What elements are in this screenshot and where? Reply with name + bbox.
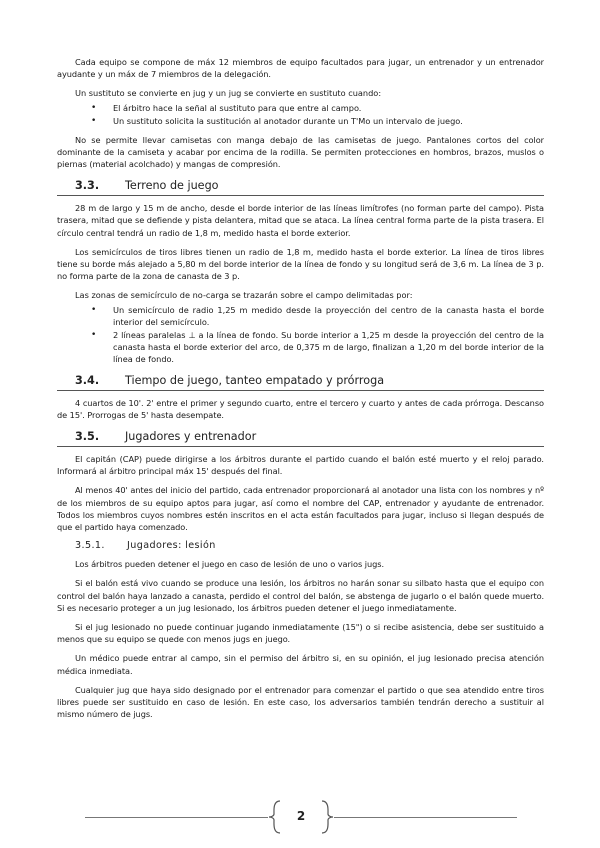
injury-paragraph-3: Si el jug lesionado no puede continuar jugando inmediatamente (15") o si recibe asistencia, debe ser sustituido a menos que su equipo se quede con menos jugs en juego. <box>57 622 544 645</box>
subsection-heading-3-5-1 <box>57 540 544 551</box>
page-number: 2 <box>296 809 306 823</box>
list-item: • 2 líneas paralelas ⊥ a la línea de fondo. Su borde interior a 1,25 m desde la proyección del centro de la canasta hasta el borde exterior del arco, de 0,375 m de largo, finalizan a 1,20 m del borde interior de la línea de fondo. <box>87 329 544 365</box>
section-number: 3.5. <box>75 430 100 444</box>
page-footer <box>85 800 517 830</box>
section-title: Jugadores y entrenador <box>125 430 257 444</box>
section-title: Terreno de juego <box>125 179 219 193</box>
subsection-title: Jugadores: lesión <box>127 540 216 552</box>
list-item: • Un sustituto solicita la sustitución al anotador durante un T'Mo un intervalo de juego. <box>87 115 544 127</box>
list-item: • Un semicírculo de radio 1,25 m medido desde la proyección del centro de la canasta hasta el borde interior del semicírculo. <box>87 304 544 328</box>
section-heading-3-4 <box>57 372 544 391</box>
no-charge-bullet-list <box>87 304 544 365</box>
time-paragraph: 4 cuartos de 10'. 2' entre el primer y segundo cuarto, entre el tercero y cuarto y antes de cada prórroga. Descanso de 15'. Prorrogas de 5' hasta desempate. <box>57 397 544 420</box>
section-number: 3.3. <box>75 179 100 193</box>
intro-paragraph-uniform: No se permite llevar camisetas con manga debajo de las camisetas de juego. Pantalones cortos del color dominante de la camiseta y acabar por encima de la rodilla. Se permiten protecciones en hombros, brazos, muslos o piernas (material acolchado) y mangas de compresión. <box>57 134 544 170</box>
page-content <box>57 56 544 728</box>
injury-paragraph-4: Un médico puede entrar al campo, sin el permiso del árbitro si, en su opinión, el jug lesionado precisa atención médica inmediata. <box>57 653 544 676</box>
court-paragraph-no-charge-lead: Las zonas de semicírculo de no-carga se trazarán sobre el campo delimitadas por: <box>75 290 413 301</box>
section-heading-3-3 <box>57 177 544 196</box>
intro-paragraph-substitute-lead: Un sustituto se convierte en jug y un jug se convierte en sustituto cuando: <box>75 88 382 99</box>
injury-paragraph-5: Cualquier jug que haya sido designado por el entrenador para comenzar el partido o que sea atendido entre tiros libres puede ser sustituido en caso de lesión. En este caso, los adversarios también tendrán derecho a sustituir al mismo número de jugs. <box>57 684 544 720</box>
court-paragraph-dimensions: 28 m de largo y 15 m de ancho, desde el borde interior de las líneas limítrofes (no forman parte del campo). Pista trasera, mitad que se defiende y pista delantera, mitad que se ataca. La línea central forma parte de la pista trasera. El círculo central tendrá un radio de 1,8 m, medido hasta el borde exterior. <box>57 203 544 238</box>
players-paragraph-roster: Al menos 40' antes del inicio del partido, cada entrenador proporcionará al anotador una lista con los nombres y nº de los miembros de su equipo aptos para jugar, así como el nombre del CAP, entrenador y ayudante de entrenador. Todos los miembros cuyos nombres estén inscritos en el acta están facultados para jugar, incluso si llegan después de que el partido haya comenzado. <box>57 485 544 533</box>
list-item: • El árbitro hace la señal al sustituto para que entre al campo. <box>87 102 544 114</box>
intro-paragraph-team: Cada equipo se compone de máx 12 miembros de equipo facultados para jugar, un entrenador y un entrenador ayudante y un máx de 7 miembros de la delegación. <box>57 57 544 80</box>
court-paragraph-free-throw: Los semicírculos de tiros libres tienen un radio de 1,8 m, medido hasta el borde exterior. La línea de tiros libres tiene su borde más alejado a 5,80 m del borde interior de la línea de fondo y su longitud será de 3,6 m. La línea de 3 p. no forma parte de la zona de canasta de 3 p. <box>57 246 544 282</box>
injury-paragraph-2: Si el balón está vivo cuando se produce una lesión, los árbitros no harán sonar su silbato hasta que el equipo con control del balón haya lanzado a canasta, perdido el control del balón, se abstenga de jugarlo o el balón quede muerto. Si es necesario proteger a un jug lesionado, los árbitros pueden detener el juego inmediatamente. <box>57 578 544 613</box>
substitute-bullet-list <box>87 102 544 127</box>
section-title: Tiempo de juego, tanteo empatado y prórroga <box>125 373 385 387</box>
section-number: 3.4. <box>75 373 100 387</box>
players-paragraph-captain: El capitán (CAP) puede dirigirse a los árbitros durante el partido cuando el balón esté muerto y el reloj parado. Informará al árbitro principal máx 15' después del final. <box>57 454 544 477</box>
injury-paragraph-1: Los árbitros pueden detener el juego en caso de lesión de uno o varios jugs. <box>75 559 385 570</box>
section-heading-3-5 <box>57 428 544 447</box>
subsection-number: 3.5.1. <box>75 540 105 552</box>
